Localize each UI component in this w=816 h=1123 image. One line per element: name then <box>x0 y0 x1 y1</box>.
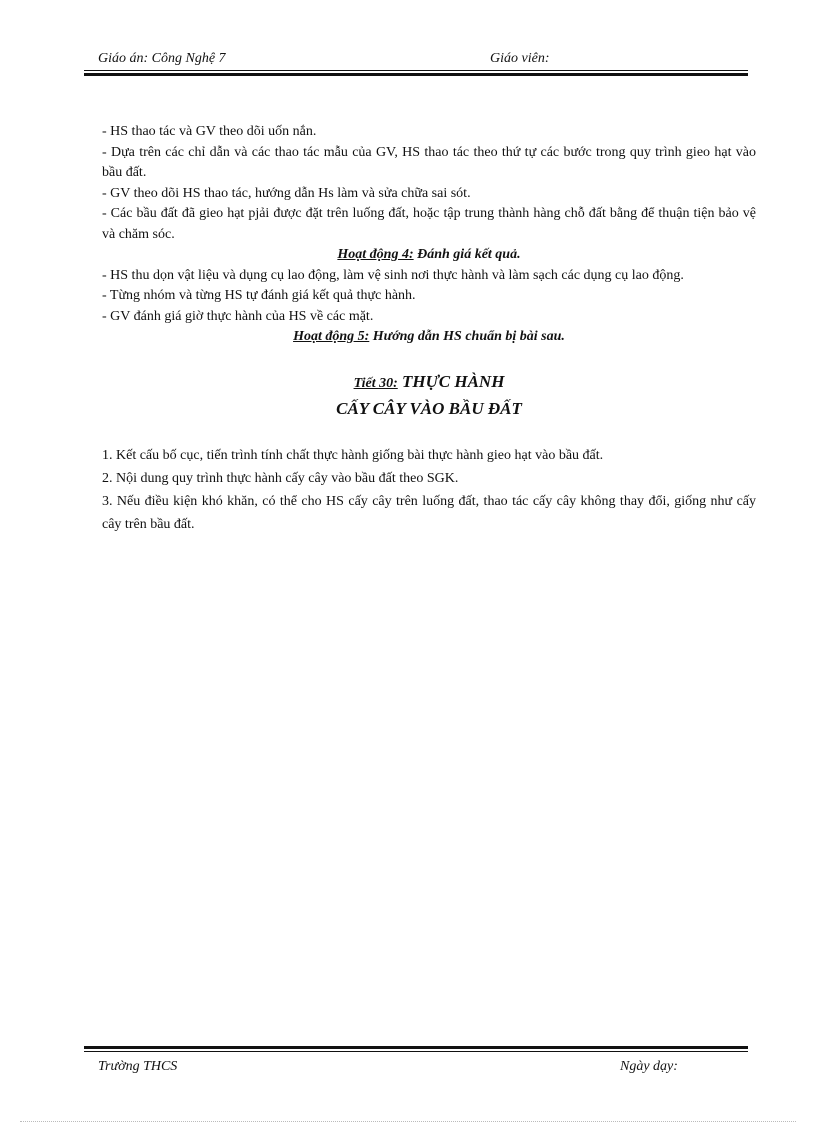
instruction-list <box>102 444 756 536</box>
activity-5-label: Hoạt động 5: <box>293 329 370 344</box>
header-rule-thin <box>84 70 748 71</box>
paragraph: - GV theo dõi HS thao tác, hướng dẫn Hs làm và sửa chữa sai sót. <box>102 185 471 201</box>
lesson-title <box>102 370 756 422</box>
paragraph: - GV đánh giá giờ thực hành của HS về các mặt. <box>102 308 374 324</box>
activity-5-heading <box>102 327 756 348</box>
header-left: Giáo án: Công Nghệ 7 <box>98 51 226 66</box>
lesson-title-line2: CẤY CÂY VÀO BẦU ĐẤT <box>336 398 522 418</box>
activity-4-text: Đánh giá kết quả. <box>413 247 521 262</box>
paragraph: - HS thao tác và GV theo dõi uốn nắn. <box>102 124 317 139</box>
footer-right: Ngày dạy: <box>620 1059 678 1074</box>
paragraph: - Dựa trên các chỉ dẫn và các thao tác mẫu của GV, HS thao tác theo thứ tự các bước trong quy trình gieo hạt vào bầu đất. <box>102 144 756 180</box>
footer-rule-thin <box>84 1051 748 1052</box>
header-rule-thick <box>84 73 748 76</box>
lesson-title-line1: THỰC HÀNH <box>397 371 505 391</box>
activity-4-label: Hoạt động 4: <box>337 247 414 262</box>
activity-4-heading <box>102 245 756 266</box>
paragraph: - Các bầu đất đã gieo hạt pjải được đặt trên luống đất, hoặc tập trung thành hàng chỗ đất bằng để thuận tiện bảo vệ và chăm sóc. <box>102 206 756 242</box>
paragraph: - HS thu dọn vật liệu và dụng cụ lao động, làm vệ sinh nơi thực hành và làm sạch các dụng cụ lao động. <box>102 267 684 283</box>
lesson-label: Tiết 30: <box>353 375 398 391</box>
paragraph: - Từng nhóm và từng HS tự đánh giá kết quả thực hành. <box>102 288 416 303</box>
document-body <box>102 122 756 536</box>
footer-rule-thick <box>84 1046 748 1049</box>
activity-5-text: Hướng dẫn HS chuẩn bị bài sau. <box>369 329 565 344</box>
page-edge-dots <box>20 1121 796 1122</box>
list-item: 2. Nội dung quy trình thực hành cấy cây vào bầu đất theo SGK. <box>102 470 459 486</box>
header-right: Giáo viên: <box>490 51 550 66</box>
list-item: 3. Nếu điều kiện khó khăn, có thể cho HS cấy cây trên luống đất, thao tác cấy cây không thay đổi, giống như cấy cây trên bầu đất. <box>102 493 756 532</box>
list-item: 1. Kết cấu bố cục, tiến trình tính chất thực hành giống bài thực hành gieo hạt vào bầu đất. <box>102 447 604 463</box>
footer-left: Trường THCS <box>98 1059 178 1074</box>
